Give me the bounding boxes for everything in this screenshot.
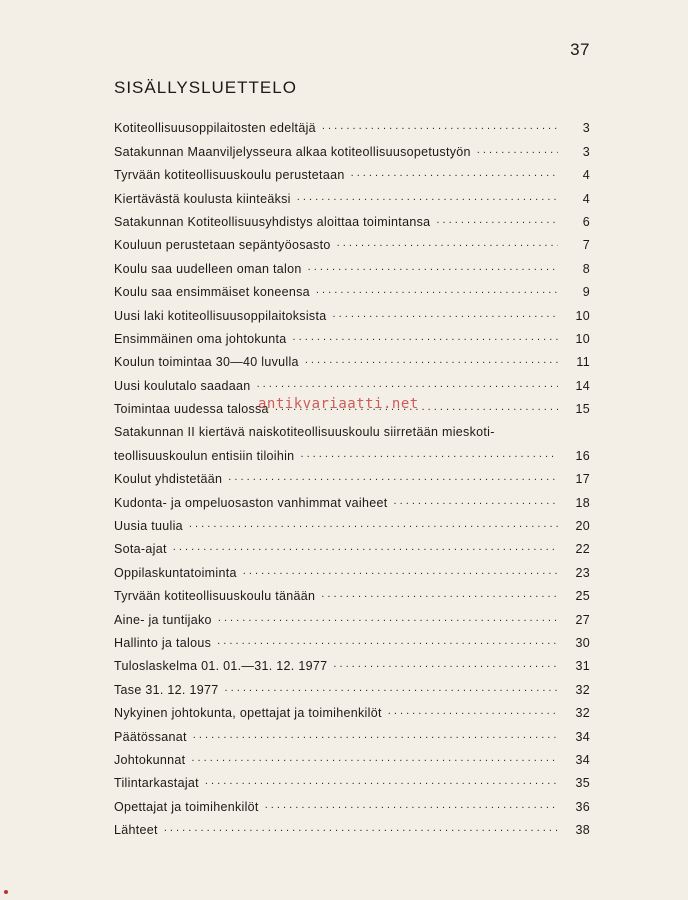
dot-leader — [257, 376, 558, 392]
toc-entry — [114, 324, 590, 347]
toc-entry-page: 3 — [582, 121, 590, 136]
dot-leader — [308, 259, 558, 275]
toc-entry — [114, 277, 590, 300]
dot-leader — [217, 633, 558, 649]
dot-leader — [243, 563, 558, 579]
toc-entry-page: 11 — [576, 355, 590, 370]
toc-entry — [114, 581, 590, 604]
dot-leader — [321, 586, 558, 602]
toc-entry — [114, 628, 590, 651]
toc-entry — [114, 557, 590, 580]
toc-entry-title: Opettajat ja toimihenkilöt — [114, 799, 259, 814]
toc-entry-title: Lähteet — [114, 823, 158, 838]
dot-leader — [388, 703, 558, 719]
toc-entry-title: Satakunnan Maanviljelysseura alkaa kotiteollisuusopetustyön — [114, 144, 471, 159]
dot-leader — [193, 727, 558, 743]
toc-entry-title: Uusi laki kotiteollisuusoppilaitoksista — [114, 308, 327, 323]
toc-entry-title: Tilintarkastajat — [114, 776, 199, 791]
toc-entry-title-continued: teollisuuskoulun entisiin tiloihin — [114, 448, 295, 463]
dot-leader — [305, 352, 558, 368]
toc-entry-title: Satakunnan II kiertävä naiskotiteollisuuskoulu siirretään mieskoti- — [114, 425, 495, 440]
dot-leader — [337, 235, 558, 251]
toc-entry-page: 14 — [575, 378, 590, 393]
toc-entry-page: 10 — [575, 308, 590, 323]
toc-entry-title: Tuloslaskelma 01. 01.—31. 12. 1977 — [114, 659, 328, 674]
dot-leader — [218, 610, 558, 626]
toc-entry — [114, 511, 590, 534]
toc-entry-page: 4 — [582, 191, 590, 206]
toc-entry-title: Koulu saa uudelleen oman talon — [114, 261, 302, 276]
toc-entry-page: 32 — [575, 706, 590, 721]
toc-entry — [114, 464, 590, 487]
toc-entry-title: Hallinto ja talous — [114, 635, 212, 650]
dot-leader — [393, 493, 558, 509]
toc-entry-title: Tyrvään kotiteollisuuskoulu perustetaan — [114, 168, 345, 183]
table-of-contents — [114, 113, 590, 838]
toc-entry — [114, 768, 590, 791]
toc-entry-page: 8 — [582, 261, 590, 276]
dot-leader — [224, 680, 558, 696]
toc-entry-title: Koulu saa ensimmäiset koneensa — [114, 285, 310, 300]
page-title: SISÄLLYSLUETTELO — [114, 78, 297, 97]
toc-entry-page: 9 — [582, 285, 590, 300]
toc-entry — [114, 534, 590, 557]
dot-leader — [351, 165, 558, 181]
toc-entry — [114, 230, 590, 253]
toc-entry-page: 3 — [582, 144, 590, 159]
dot-leader — [164, 820, 558, 836]
toc-entry — [114, 604, 590, 627]
toc-entry-title: Toimintaa uudessa talossa — [114, 402, 269, 417]
dot-leader — [205, 773, 558, 789]
toc-entry-page: 6 — [582, 214, 590, 229]
toc-entry-page: 30 — [575, 635, 590, 650]
toc-entry-page: 38 — [575, 823, 590, 838]
toc-entry-title: Ensimmäinen oma johtokunta — [114, 331, 287, 346]
toc-entry — [114, 745, 590, 768]
toc-entry-page: 31 — [575, 659, 590, 674]
dot-leader — [316, 282, 558, 298]
edge-mark — [4, 890, 8, 894]
toc-entry-page: 18 — [575, 495, 590, 510]
toc-entry-title: Tyrvään kotiteollisuuskoulu tänään — [114, 589, 316, 604]
watermark: antikvariaatti.net — [258, 396, 419, 412]
toc-entry — [114, 698, 590, 721]
toc-entry-title: Kiertävästä koulusta kiinteäksi — [114, 191, 291, 206]
toc-entry — [114, 160, 590, 183]
toc-entry-title: Sota-ajat — [114, 542, 167, 557]
toc-entry — [114, 815, 590, 838]
toc-entry-title: Tase 31. 12. 1977 — [114, 682, 219, 697]
toc-entry-title: Päätössanat — [114, 729, 187, 744]
toc-entry-page: 20 — [575, 519, 590, 534]
toc-entry-page: 36 — [575, 799, 590, 814]
toc-entry — [114, 674, 590, 697]
toc-entry — [114, 253, 590, 276]
page-number: 37 — [570, 40, 590, 59]
toc-entry — [114, 791, 590, 814]
toc-entry-page: 17 — [575, 472, 590, 487]
toc-entry-title: Kudonta- ja ompeluosaston vanhimmat vaiheet — [114, 495, 388, 510]
toc-entry — [114, 300, 590, 323]
dot-leader — [297, 189, 558, 205]
toc-entry — [114, 487, 590, 510]
toc-entry-title: Uusi koulutalo saadaan — [114, 378, 251, 393]
dot-leader — [300, 446, 558, 462]
toc-entry-page: 7 — [582, 238, 590, 253]
toc-entry-title: Koulun toimintaa 30—40 luvulla — [114, 355, 299, 370]
toc-entry-title: Uusia tuulia — [114, 519, 183, 534]
toc-entry-page: 16 — [575, 448, 590, 463]
toc-entry-page: 27 — [575, 612, 590, 627]
dot-leader — [265, 797, 558, 813]
toc-entry-title: Satakunnan Kotiteollisuusyhdistys aloittaa toimintansa — [114, 214, 431, 229]
toc-entry-page: 34 — [575, 752, 590, 767]
toc-entry — [114, 370, 590, 393]
toc-entry — [114, 417, 590, 464]
toc-entry — [114, 721, 590, 744]
toc-entry-page: 32 — [575, 682, 590, 697]
toc-entry-title: Johtokunnat — [114, 752, 186, 767]
toc-entry-title: Oppilaskuntatoiminta — [114, 565, 237, 580]
dot-leader — [292, 329, 558, 345]
dot-leader — [477, 142, 558, 158]
toc-entry — [114, 347, 590, 370]
toc-entry — [114, 136, 590, 159]
toc-entry-page: 23 — [575, 565, 590, 580]
toc-entry — [114, 651, 590, 674]
toc-entry-page: 34 — [575, 729, 590, 744]
toc-entry-page: 22 — [575, 542, 590, 557]
toc-entry-page: 4 — [582, 168, 590, 183]
dot-leader — [173, 539, 558, 555]
toc-entry-title: Aine- ja tuntijako — [114, 612, 212, 627]
toc-entry — [114, 207, 590, 230]
toc-entry-title: Koulut yhdistetään — [114, 472, 223, 487]
toc-entry-page: 10 — [575, 331, 590, 346]
toc-entry-page: 25 — [575, 589, 590, 604]
dot-leader — [333, 656, 558, 672]
toc-entry-page: 15 — [575, 402, 590, 417]
dot-leader — [322, 118, 558, 134]
toc-entry-title: Nykyinen johtokunta, opettajat ja toimihenkilöt — [114, 706, 382, 721]
toc-entry-page: 35 — [575, 776, 590, 791]
dot-leader — [228, 469, 558, 485]
toc-entry — [114, 113, 590, 136]
dot-leader — [333, 306, 559, 322]
dot-leader — [189, 516, 558, 532]
dot-leader — [191, 750, 558, 766]
toc-entry-title: Kouluun perustetaan sepäntyöosasto — [114, 238, 331, 253]
toc-entry-title: Kotiteollisuusoppilaitosten edeltäjä — [114, 121, 316, 136]
toc-entry — [114, 183, 590, 206]
dot-leader — [436, 212, 558, 228]
